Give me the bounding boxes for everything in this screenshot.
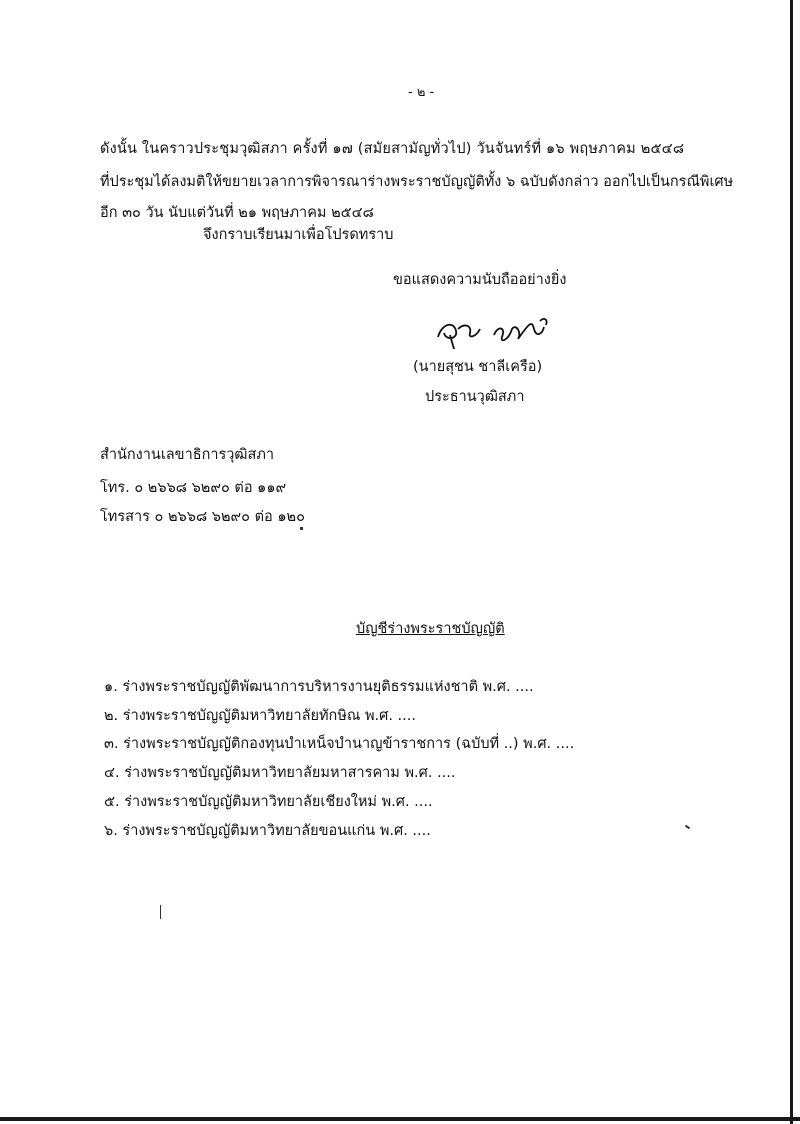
signer-name: (นายสุชน ชาลีเครือ) (413, 359, 543, 375)
paragraph-line: อีก ๓๐ วัน นับแต่วันที่ ๒๑ พฤษภาคม ๒๕๔๘ (100, 205, 374, 221)
list-item: ๒. ร่างพระราชบัญญัติมหาวิทยาลัยทักษิณ พ.ศ. .... (104, 708, 416, 724)
closing-salutation: ขอแสดงความนับถืออย่างยิ่ง (393, 272, 567, 288)
page-edge-right (790, 0, 793, 1124)
fax-number: โทรสาร ๐ ๒๖๖๘ ๖๒๙๐ ต่อ ๑๒๐ (100, 509, 305, 525)
phone-number: โทร. ๐ ๒๖๖๘ ๖๒๙๐ ต่อ ๑๑๙ (100, 480, 287, 496)
page-number: - ๒ - (408, 85, 435, 100)
signer-title: ประธานวุฒิสภา (425, 389, 525, 405)
paragraph-line: ที่ประชุมได้ลงมติให้ขยายเวลาการพิจารณาร่างพระราชบัญญัติทั้ง ๖ ฉบับดังกล่าว ออกไปเป็นกรณีพิเศษ (100, 174, 734, 190)
handwritten-signature (432, 315, 552, 355)
list-item: ๕. ร่างพระราชบัญญัติมหาวิทยาลัยเชียงใหม่ พ.ศ. .... (104, 794, 433, 810)
list-title: บัญชีร่างพระราชบัญญัติ (356, 621, 505, 637)
paragraph-line: จึงกราบเรียนมาเพื่อโปรดทราบ (203, 227, 394, 243)
list-item: ๑. ร่างพระราชบัญญัติพัฒนาการบริหารงานยุติธรรมแห่งชาติ พ.ศ. .... (104, 679, 534, 695)
office-name: สำนักงานเลขาธิการวุฒิสภา (100, 447, 275, 463)
scan-speck (160, 905, 161, 919)
list-item: ๓. ร่างพระราชบัญญัติกองทุนบำเหน็จบำนาญข้าราชการ (ฉบับที่ ..) พ.ศ. .... (104, 736, 575, 752)
list-item: ๖. ร่างพระราชบัญญัติมหาวิทยาลัยขอนแก่น พ.ศ. .... (104, 823, 431, 839)
paragraph-line: ดังนั้น ในคราวประชุมวุฒิสภา ครั้งที่ ๑๗ (สมัยสามัญทั่วไป) วันจันทร์ที่ ๑๖ พฤษภาคม ๒๕๔๘ (100, 141, 685, 157)
scan-speck (685, 825, 690, 830)
scan-speck (300, 527, 303, 530)
list-item: ๔. ร่างพระราชบัญญัติมหาวิทยาลัยมหาสารคาม พ.ศ. .... (104, 765, 456, 781)
page-edge-bottom (0, 1117, 800, 1121)
